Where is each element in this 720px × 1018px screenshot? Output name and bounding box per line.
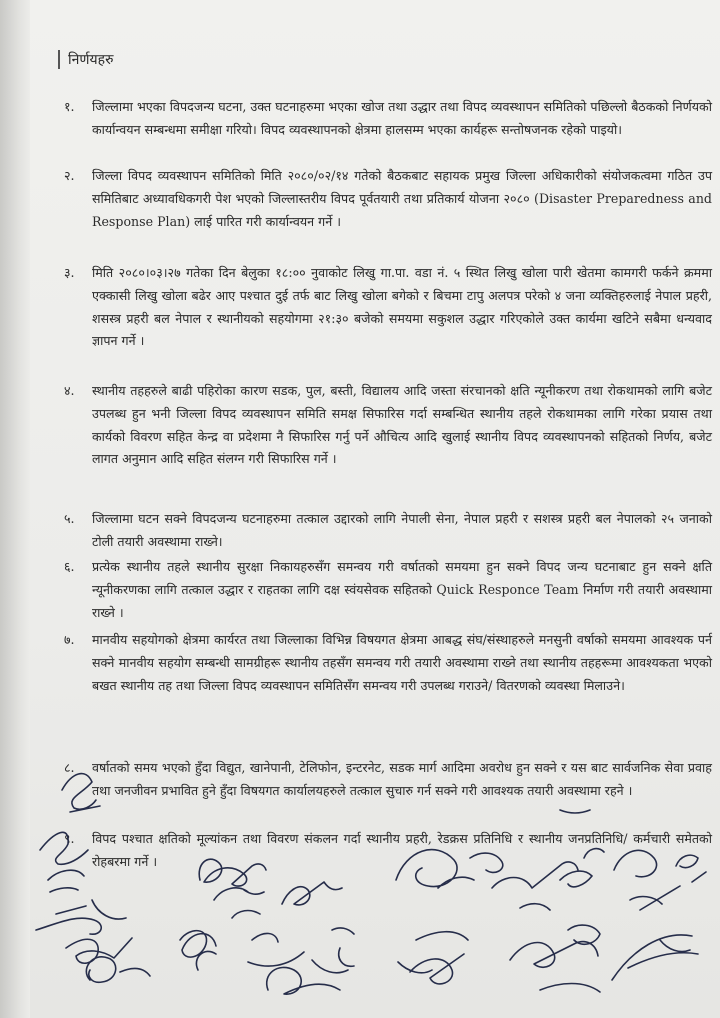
decision-number: २. <box>64 168 75 183</box>
decision-item-1 <box>64 96 712 142</box>
decision-number: ८. <box>64 760 75 775</box>
signature-mark <box>332 928 354 966</box>
decision-text: जिल्लामा घटन सक्ने विपदजन्य घटनाहरुमा तत्काल उद्दारको लागि नेपाली सेना, नेपाल प्रहरी र सशस्त्र प्रहरी बल नेपालको २५ जनाको टोली तयारी अवस्थामा राख्ने। <box>92 511 712 549</box>
signature-mark <box>560 871 600 944</box>
signature-mark <box>612 935 698 980</box>
decision-text: वर्षातको समय भएको हुँदा विद्युत, खानेपानी, टेलिफोन, इन्टरनेट, सडक मार्ग आदिमा अवरोध हुन सक्ने र यस बाट सार्वजनिक सेवा प्रवाह तथा जनजीवन प्रभावित हुने हुँदा विषयगत कार्यालयहरुले तत्काल सुचारु गर्न सक्ने गरी आवश्यक तयारी अवस्थामा रहने । <box>92 760 712 798</box>
decision-item-2 <box>64 165 712 233</box>
decisions-heading: निर्णयहरु <box>58 50 113 69</box>
decision-number: ६. <box>64 559 75 574</box>
signature-mark <box>36 900 126 934</box>
signature-mark <box>248 933 304 966</box>
decision-item-7 <box>64 629 712 697</box>
decision-number: ९. <box>64 831 75 846</box>
decision-number: ३. <box>64 265 75 280</box>
signature-mark <box>214 888 264 918</box>
decision-number: १. <box>64 99 75 114</box>
decision-item-6 <box>64 556 712 624</box>
decision-item-9 <box>64 828 712 874</box>
decision-item-5 <box>64 508 712 554</box>
decision-text: मानवीय सहयोगको क्षेत्रमा कार्यरत तथा जिल्लाका विभिन्न विषयगत क्षेत्रमा आबद्ध संघ/संस्थाहरुले मनसुनी वर्षाको समयमा आवश्यक पर्न सक्ने मानवीय सहयोग सम्बन्धी सामग्रीहरू स्थानीय तहसँग समन्वय गरी तयारी अवस्थामा राख्ने तथा स्थानीय तहहरूमा आवश्यकता भएको बखत स्थानीय तह तथा जिल्ला विपद व्यवस्थापन समितिसँग समन्वय गरी उपलब्ध गराउने/ वितरणको व्यवस्था मिलाउने। <box>92 632 712 693</box>
decision-number: ५. <box>64 511 75 526</box>
decision-number: ७. <box>64 632 75 647</box>
decision-item-8 <box>64 757 712 803</box>
signature-mark <box>267 960 348 994</box>
decision-text: मिति २०८०।०३।२७ गतेका दिन बेलुका १८:०० नुवाकोट लिखु गा.पा. वडा नं. ५ स्थित लिखु खोला पारी खेतमा कामगरी फर्कने क्रममा एक्कासी लिखु खोला बढेर आए पश्चात दुई तर्फ बाट लिखु खोला बगेको र बिचमा टापु अलपत्र परेको ४ जना व्यक्तिहरुलाई नेपाल प्रहरी, शसस्त्र प्रहरी बल नेपाल र स्थानीयको सहयोगमा २१:३० बजेको समयमा सकुशल उद्धार गरिएकोले उक्त कार्यमा खटिने सबैमा धन्यवाद ज्ञापन गर्ने । <box>92 265 712 349</box>
page-binding-edge <box>0 0 30 1018</box>
decision-item-4 <box>64 380 712 471</box>
signature-mark <box>282 882 342 905</box>
signature-mark <box>510 942 600 992</box>
decision-text: विपद पश्चात क्षतिको मूल्यांकन तथा विवरण संकलन गर्दा स्थानीय प्रहरी, रेडक्रस प्रतिनिधि र स्थानीय जनप्रतिनिधि/ कर्मचारी समेतको रोहबरमा गर्ने । <box>92 831 712 869</box>
decision-text: स्थानीय तहहरुले बाढी पहिरोका कारण सडक, पुल, बस्ती, विद्यालय आदि जस्ता संरचानको क्षति न्यूनीकरण तथा रोकथामको लागि बजेट उपलब्ध हुन भनी जिल्ला विपद व्यवस्थापन समिति समक्ष सिफारिस गर्दा सम्बन्धित स्थानीय तहले रोकथामका लागि गरेका प्रयास तथा कार्यको विवरण सहित केन्द्र वा प्रदेशमा नै सिफारिस गर्नु पर्ने औचित्य आदि खुलाई स्थानीय विपद व्यवस्थापनको सहितको निर्णय, बजेट लागत अनुमान आदि सहित संलग्न गरी सिफारिस गर्ने । <box>92 383 712 467</box>
decision-item-3 <box>64 262 712 353</box>
signature-mark <box>180 931 216 970</box>
decision-text: जिल्ला विपद व्यवस्थापन समितिको मिति २०८०/०२/१४ गतेको बैठकबाट सहायक प्रमुख जिल्ला अधिकारीको संयोजकत्वमा गठित उप समितिबाट अध्यावधिकगरी पेश भएको जिल्लास्तरीय विपद पूर्वतयारी तथा प्रतिकार्य योजना २०८० (Disaster Preparedness and Response Plan) लाई पारित गरी कार्यान्वयन गर्ने । <box>92 168 712 229</box>
decision-text: प्रत्येक स्थानीय तहले स्थानीय सुरक्षा निकायहरुसँग समन्वय गरी वर्षातको समयमा हुन सक्ने विपद जन्य घटनाबाट हुन सक्ने क्षति न्यूनीकरणका लागि तत्काल उद्धार र राहतका लागि दक्ष स्वंयसेवक सहितको Quick Responce Team निर्माण गरी तयारी अवस्थामा राख्ने । <box>92 559 712 620</box>
decision-text: जिल्लामा भएका विपदजन्य घटना, उक्त घटनाहरुमा भएका खोज तथा उद्धार तथा विपद व्यवस्थापन समितिको पछिल्लो बैठकको निर्णयको कार्यान्वयन सम्बन्धमा समीक्षा गरियो। विपद व्यवस्थापनको क्षेत्रमा हालसम्म भएका कार्यहरू सन्तोषजनक रहेको पाइयो। <box>92 99 712 137</box>
signature-mark <box>66 938 132 963</box>
decision-number: ४. <box>64 383 75 398</box>
signature-mark <box>410 932 468 984</box>
signature-mark <box>86 957 150 983</box>
signature-mark <box>48 870 84 892</box>
